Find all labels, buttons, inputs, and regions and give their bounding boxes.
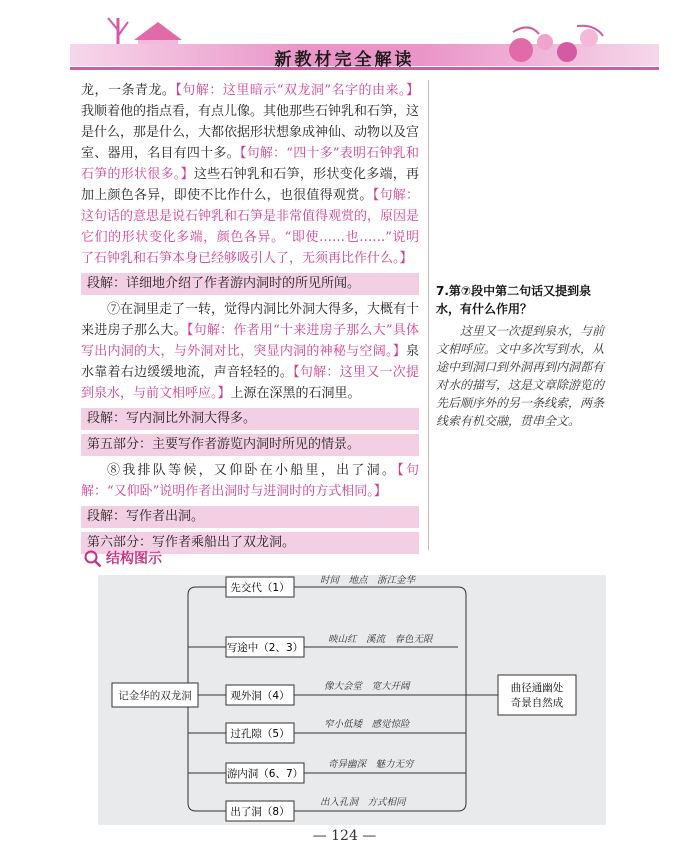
diagram-node-note: 奇异幽深 魅力无穷: [328, 759, 414, 770]
text-run: 龙，一条青龙。: [81, 83, 176, 98]
diagram-node-label: 出了洞（8）: [230, 806, 290, 818]
diagram-root-label: 记金华的双龙洞: [118, 690, 192, 702]
paragraph-7: [81, 299, 419, 404]
page-number: — 124 —: [312, 828, 377, 844]
diagram-result-line: 奇景自然成: [510, 697, 564, 709]
diagram-node-label: 写途中（2、3）: [226, 642, 304, 654]
sentence-annotation: 【句解：“四十多”表明石钟乳和石笋的形状很多。】: [81, 146, 419, 182]
diagram-result-line: 曲径通幽处: [510, 682, 564, 694]
paragraph-8: [81, 460, 419, 502]
text-run: ⑦在洞里走了一转，觉得内洞比外洞大得多，大概有十来进房子那么大。: [81, 302, 420, 338]
text-run: 我顺着他的指点看，有点儿像。其他那些石钟乳和石笋，这是什么，那是什么，大都依据形状想象成神仙、动物以及宫室、器用，名目有四十多。: [81, 104, 420, 161]
flower-decoration-icon: [499, 22, 609, 68]
column-divider: [428, 80, 429, 550]
diagram-node-note: 像大会堂 宽大开阔: [324, 681, 410, 692]
diagram-node-note: 窄小低矮 感觉惊险: [324, 719, 410, 730]
side-note: [436, 282, 614, 430]
diagram-node: [226, 796, 428, 821]
page-title: 新教材完全解读: [274, 50, 415, 70]
magnifier-icon: [84, 550, 102, 568]
structure-diagram: [98, 575, 606, 825]
diagram-node-label: 先交代（1）: [230, 582, 290, 594]
sentence-annotation: 【句解：“又仰卧”说明作者出洞时与进洞时的方式相同。】: [81, 463, 419, 499]
text-run: 泉水靠着右边缓缓地流，声音轻轻的。: [81, 344, 419, 380]
sentence-annotation: 【句解：这里暗示“双龙洞”名字的由来。】: [175, 83, 419, 98]
paragraph-summary: 段解：写作者出洞。: [81, 506, 419, 528]
paragraph-6-continued: [81, 80, 419, 269]
diagram-node-label: 观外洞（4）: [230, 690, 290, 702]
diagram-node: [226, 758, 448, 783]
part-summary: 第五部分：主要写作者游览内洞时所见的情景。: [81, 434, 419, 456]
diagram-result-box: [498, 675, 576, 715]
diagram-node: [226, 633, 448, 657]
diagram-node-label: 过孔隙（5）: [230, 728, 290, 740]
text-run: 上源在深黑的石洞里。: [230, 386, 361, 401]
sentence-annotation: 【句解：这句话的意思是说石钟乳和石笋是非常值得观赏的，原因是它们的形状变化多端，颜色各异。“即使……也……”说明了石钟乳和石笋本身已经够吸引人了，无须再比作什么。】: [81, 188, 420, 266]
text-run: 这些石钟乳和石笋，形状变化多端，再加上颜色各异，即使不比作什么，也很值得观赏。: [81, 167, 419, 203]
diagram-node: [226, 718, 428, 743]
diagram-node-note: 出入孔洞 方式相同: [320, 797, 406, 808]
diagram-node-note: 时间 地点 浙江金华: [320, 575, 416, 586]
diagram-node: [226, 575, 428, 597]
sentence-annotation: 【句解：这里又一次提到泉水，与前文相呼应。】: [81, 365, 419, 401]
paragraph-summary: 段解：写内洞比外洞大得多。: [81, 408, 419, 430]
side-question: 7.第⑦段中第二句话又提到泉水，有什么作用？: [436, 284, 592, 316]
diagram-node: [226, 680, 428, 705]
paragraph-summary: 段解：详细地介绍了作者游内洞时的所见所闻。: [81, 273, 419, 295]
section-title: 结构图示: [106, 551, 162, 567]
diagram-node-label: 游内洞（6、7）: [226, 768, 304, 780]
diagram-node-note: 映山红 溪流 春色无限: [328, 634, 433, 645]
page-header: [0, 0, 689, 80]
part-summary: 第六部分：写作者乘船出了双龙洞。: [81, 532, 419, 554]
main-text-column: [81, 80, 419, 558]
sentence-annotation: 【句解：作者用“十来进房子那么大”具体写出内洞的大，与外洞对比，突显内洞的神秘与空阔。】: [81, 323, 419, 359]
side-answer: 这里又一次提到泉水，与前文相呼应。文中多次写到水，从途中到洞口到外洞再到内洞都有对水的描写，这是文章除游览的先后顺序外的另一条线索，两条线索有机交融，贯串全文。: [436, 324, 605, 428]
text-run: ⑧我排队等候，又仰卧在小船里，出了洞。: [107, 463, 398, 478]
